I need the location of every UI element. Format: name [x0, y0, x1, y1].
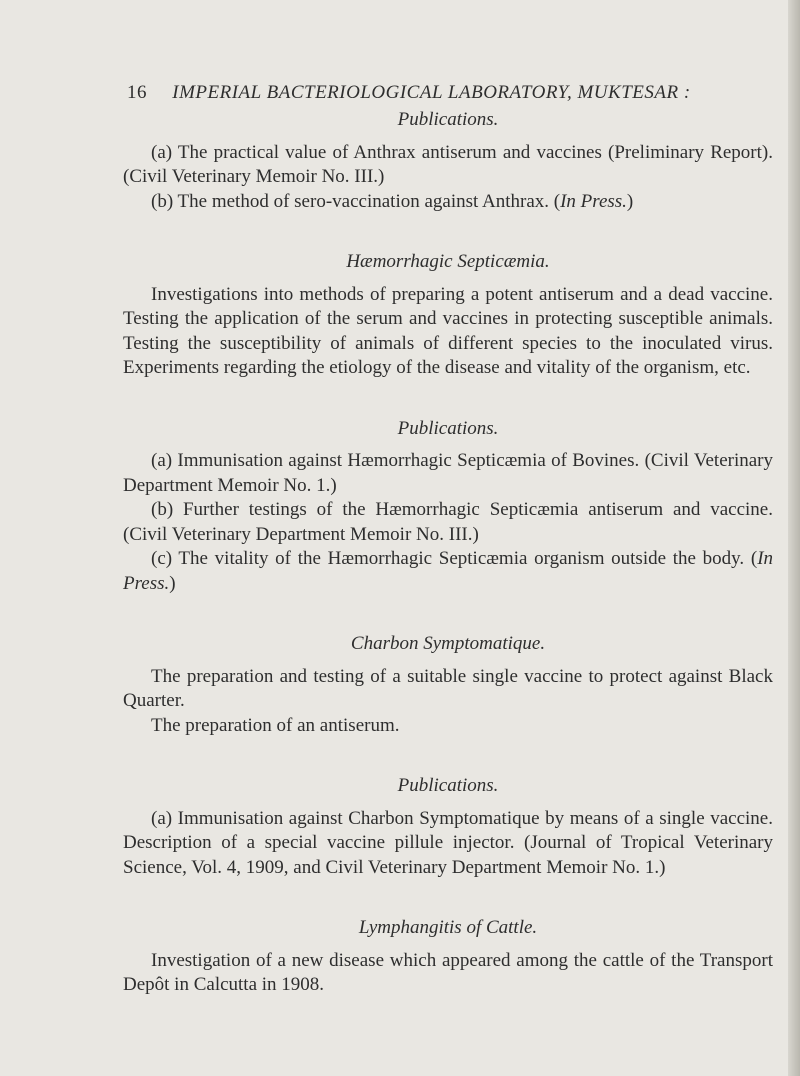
paragraph: The preparation and testing of a suitable single vaccine to protect against Black Quarter. — [123, 665, 773, 711]
page-header — [127, 82, 760, 104]
section-heading: Publications. — [397, 109, 499, 130]
section-heading: Lymphangitis of Cattle. — [358, 917, 538, 938]
paragraph: (b) The method of sero-vaccination against Anthrax. (In Press.) — [151, 190, 634, 212]
paragraph: (a) Immunisation against Charbon Symptomatique by means of a single vaccine. Description of a special vaccine pillule injector. (Journal of Tropical Veterinary Science, Vol. 4, 1909, and Civil Veterinary Department Memoir No. 1.) — [123, 807, 773, 878]
in-press-note: In Press. — [560, 190, 627, 212]
section-heading: Publications. — [397, 417, 499, 439]
paragraph: (a) The practical value of Anthrax antiserum and vaccines (Preliminary Report). (Civil Veterinary Memoir No. III.) — [123, 141, 773, 187]
page-edge — [788, 0, 800, 1076]
paragraph: (b) Further testings of the Hæmorrhagic Septicæmia antiserum and vaccine. (Civil Veterinary Department Memoir No. III.) — [123, 499, 773, 545]
paragraph: (c) The vitality of the Hæmorrhagic Septicæmia organism outside the body. (In Press.) — [123, 548, 774, 594]
page-number: 16 — [127, 82, 147, 103]
paragraph: (a) Immunisation against Hæmorrhagic Septicæmia of Bovines. (Civil Veterinary Department Memoir No. 1.) — [123, 450, 773, 496]
section-heading: Publications. — [397, 775, 499, 796]
running-title: IMPERIAL BACTERIOLOGICAL LABORATORY, MUKTESAR : — [172, 82, 691, 103]
paragraph: Investigations into methods of preparing a potent antiserum and a dead vaccine. Testing the application of the serum and vaccines in protecting susceptible animals. Testing the susceptibility of animals of different species to the inoculated virus. Experiments regarding the etiology of the disease and vitality of the organism, etc. — [123, 283, 773, 378]
section-heading: Hæmorrhagic Septicæmia. — [346, 251, 550, 272]
in-press-note: In Press. — [123, 548, 774, 594]
paragraph: The preparation of an antiserum. — [151, 714, 400, 736]
section-heading: Charbon Symptomatique. — [350, 633, 546, 654]
page-body — [123, 108, 773, 998]
paragraph: Investigation of a new disease which appeared among the cattle of the Transport Depôt in Calcutta in 1908. — [123, 949, 773, 995]
